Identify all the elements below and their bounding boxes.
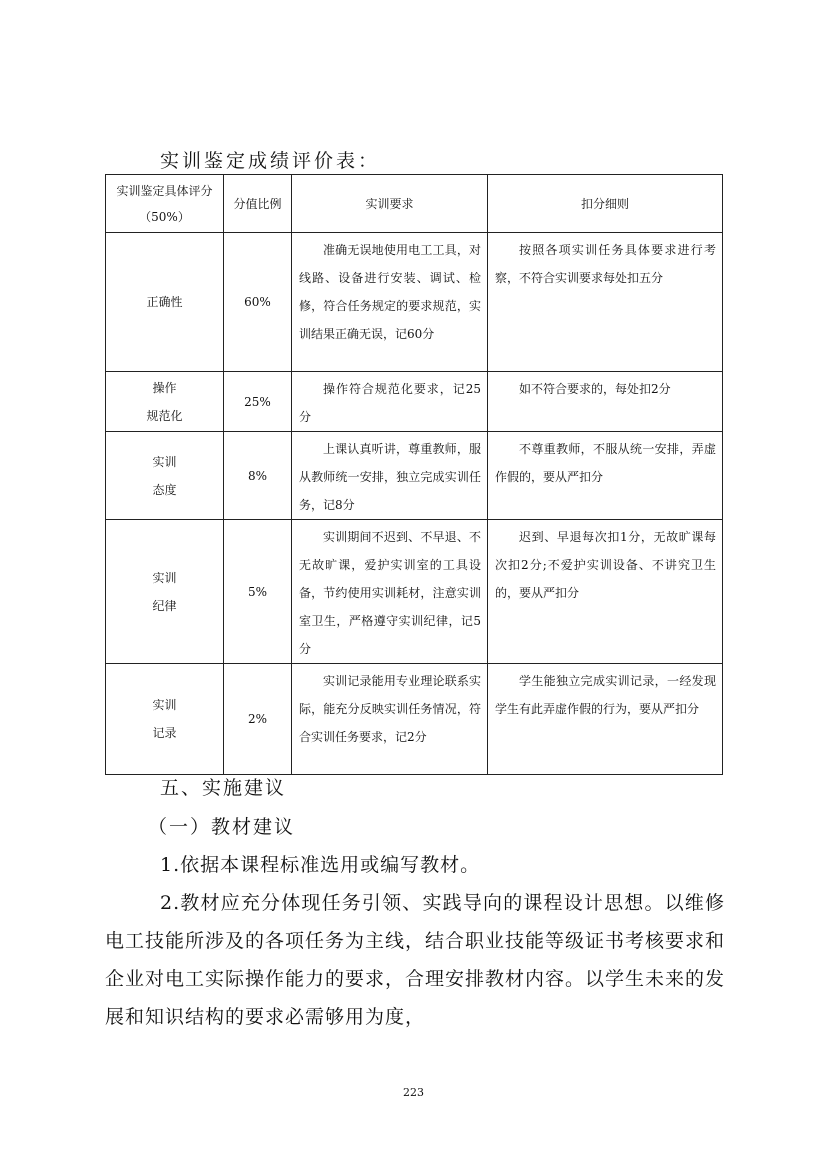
table-header-row xyxy=(106,175,723,233)
evaluation-table xyxy=(105,174,723,775)
criterion-line: 规范化 xyxy=(146,408,183,423)
criterion-cell xyxy=(106,233,224,372)
deduction-cell: 学生能独立完成实训记录，一经发现学生有此弄虚作假的行为，要从严扣分 xyxy=(488,664,723,775)
ratio-cell: 8% xyxy=(224,432,292,520)
header-ratio: 分值比例 xyxy=(224,175,292,233)
criterion-line: 态度 xyxy=(152,482,177,497)
table-row xyxy=(106,372,723,432)
table-row xyxy=(106,233,723,372)
header-deduction: 扣分细则 xyxy=(488,175,723,233)
deduction-cell: 按照各项实训任务具体要求进行考察，不符合实训要求每处扣五分 xyxy=(488,233,723,372)
criterion-line: 实训 xyxy=(152,454,177,469)
requirement-cell: 上课认真听讲，尊重教师，服从教师统一安排，独立完成实训任务，记8分 xyxy=(292,432,488,520)
page-number: 223 xyxy=(403,1086,424,1099)
requirement-cell: 实训记录能用专业理论联系实际，能充分反映实训任务情况，符合实训任务要求，记2分 xyxy=(292,664,488,775)
requirement-cell: 实训期间不迟到、不早退、不无故旷课，爱护实训室的工具设备，节约使用实训耗材，注意实训室卫生，严格遵守实训纪律，记5分 xyxy=(292,520,488,664)
section-heading: 五、实施建议 xyxy=(160,777,287,799)
criterion-cell xyxy=(106,664,224,775)
ratio-cell: 60% xyxy=(224,233,292,372)
paragraph-1: 1.依据本课程标准选用或编写教材。 xyxy=(160,854,481,876)
deduction-cell: 迟到、早退每次扣1分，无故旷课每次扣2分;不爱护实训设备、不讲究卫生的，要从严扣分 xyxy=(488,520,723,664)
table-row xyxy=(106,664,723,775)
table-row xyxy=(106,520,723,664)
criterion-line: 操作 xyxy=(152,380,177,395)
table-caption: 实训鉴定成绩评价表： xyxy=(160,150,381,172)
header-criterion: 实训鉴定具体评分（50%） xyxy=(106,175,224,233)
criterion-line: 实训 xyxy=(152,698,177,712)
deduction-cell: 不尊重教师，不服从统一安排，弄虚作假的，要从严扣分 xyxy=(488,432,723,520)
ratio-cell: 25% xyxy=(224,372,292,432)
header-requirement: 实训要求 xyxy=(292,175,488,233)
criterion-cell xyxy=(106,432,224,520)
table-row xyxy=(106,432,723,520)
criterion-line: 实训 xyxy=(152,570,177,585)
ratio-cell: 5% xyxy=(224,520,292,664)
deduction-cell: 如不符合要求的，每处扣2分 xyxy=(488,372,723,432)
criterion-line: 记录 xyxy=(152,726,177,740)
subsection-heading: （一）教材建议 xyxy=(148,816,296,838)
paragraph-2: 2.教材应充分体现任务引领、实践导向的课程设计思想。以维修电工技能所涉及的各项任务为主线，结合职业技能等级证书考核要求和企业对电工实际操作能力的要求，合理安排教材内容。以学生未来的发展和知识结构的要求必需够用为度， xyxy=(105,892,726,1028)
criterion-cell xyxy=(106,372,224,432)
criterion-cell xyxy=(106,520,224,664)
requirement-cell: 操作符合规范化要求，记25分 xyxy=(292,372,488,432)
criterion-line: 正确性 xyxy=(146,295,183,309)
requirement-cell: 准确无误地使用电工工具，对线路、设备进行安装、调试、检修，符合任务规定的要求规范，实训结果正确无误，记60分 xyxy=(292,233,488,372)
ratio-cell: 2% xyxy=(224,664,292,775)
criterion-line: 纪律 xyxy=(152,598,177,613)
